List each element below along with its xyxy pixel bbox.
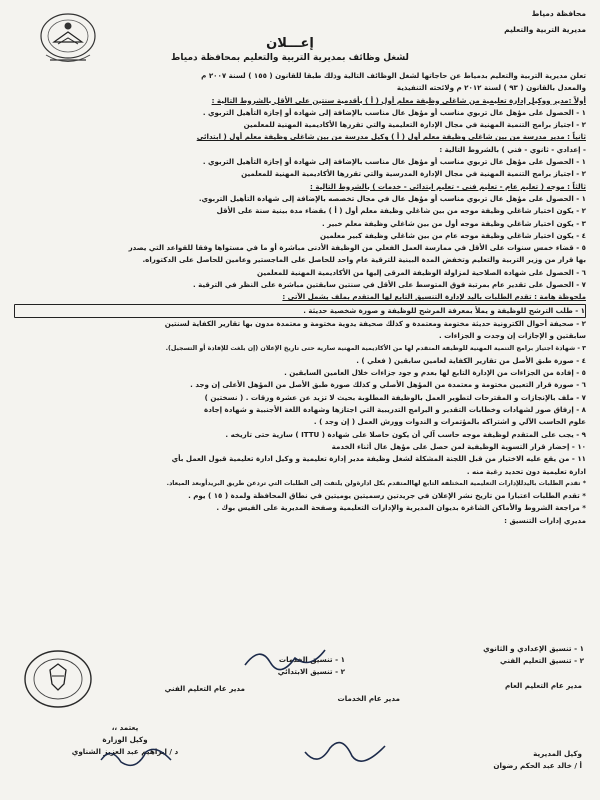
body-line: ادارة تعليمية دون تحديد رغبة منه . [466, 466, 586, 476]
signature-line: وكيل الوزارة [102, 735, 148, 744]
body-line: ١٠ - إحضار قرار التسوية الوظيفية لمن حصل على مؤهل عال أثناء الخدمة [331, 441, 586, 451]
body-line: ٣ - يكون اختيار شاغلي وظيفة موجه أول من بين شاغلي وظيفة معلم خبير . [322, 218, 586, 228]
body-line: ملحوظة هامة : تقدم الطلبات باليد لإدارة التنسيق التابع لها المتقدم بملف بشمل الآتي : [282, 292, 586, 302]
signature-line: مدير عام التعليم الفني [164, 684, 245, 693]
body-line: مديري إدارات التنسيق : [504, 515, 586, 525]
signature-technical-manager [130, 683, 245, 695]
body-line: ٥ - إفادة من الجزاءات من الإدارة التابع لها بعدم و جود جزاءات خلال العامين السابقين . [284, 368, 586, 378]
official-seal-stamp-icon [22, 648, 94, 714]
body-line: ٢ - يكون اختيار شاغلي وظيفة موجه من بين شاغلي وظيفة معلم أول ( أ ) بقضاء مدة بينية سنة على الأقل [216, 206, 586, 216]
body-line: ١ - الحصول على مؤهل عال تربوي مناسب أو مؤهل عال في مجال تخصصه بالإضافة إلى شهادة التأهيل التربوي. [198, 193, 586, 203]
directorate-label: مديرية التربية والتعليم [504, 25, 586, 34]
directorate-emblem-icon [34, 8, 102, 70]
body-line: ٢ - اجتياز برامج التنمية المهنية في مجال الإدارة التعليمية والتي تقررها الأكاديمية المهنية للمعلمين [243, 120, 586, 130]
signature-line: ٢ - تنسيق التعليم الفني [500, 656, 584, 665]
body-line: ٧ - ملف بالإنجازات و المقترحات لتطوير العمل بالوظيفة المطلوبة بحيث لا تزيد عن عشرة ورقات . ( نسختين ) [204, 392, 586, 402]
body-line: بها قرار من وزير التربية والتعليم وتخفض المدة البينية للترقية عام واحد للحاصل على الماجستير وعامين للحاصل على الدكتوراه. [142, 255, 586, 265]
body-line: ٥ - قضاء خمس سنوات على الأقل في ممارسة العمل الفعلي من الوظيفة الأدنى مباشرة أو ما في مستواها وفقا للقواعد التي يصدر [128, 243, 586, 253]
body-line: * تقدم الطلبات اعتبارا من تاريخ نشر الإعلان في جريدتين رسميتين يوميتين في نطاق المحافظة ولمدة ( ١٥ ) يوم . [188, 491, 586, 501]
governorate-label: محافظة دمياط [531, 9, 586, 18]
body-line: ٤ - يكون اختيار شاغلي وظيفة موجه عام من بين شاغلي وظيفة كبير معلمين [319, 230, 586, 240]
body-line: * مراجعة الشروط والأماكن الشاغرة بديوان المديرية والإدارات التعليمية وصفحة المديرية على الفيس بوك . [216, 503, 586, 513]
signature-line: وكيل المديرية [533, 749, 582, 758]
body-line: ٦ - الحصول على شهادة الصلاحية لمزاولة الوظيفة المرقى إليها من الأكاديمية المهنية للمعلمين [256, 267, 586, 277]
signature-block-coordination [459, 643, 584, 667]
announcement-title: إعـــلان [266, 36, 314, 51]
signature-line: ١ - تنسيق الإعدادي و الثانوي [483, 644, 584, 653]
signature-line: د / إبراهيم عبد العزيز الشناوي [71, 747, 179, 756]
body-line: ٣ - شهادة اجتياز برامج التنمية المهنية للوظيفة المتقدم لها من الأكاديمية المهنية سارية حتى تاريخ الإعلان (إن بلغت للإفادة أو التسجيل). [165, 344, 586, 352]
body-line: ٢ - اجتياز برامج التنمية المهنية في مجال الإدارة المدرسية والتي تقررها الأكاديمية المهنية للمعلمين [241, 169, 586, 179]
body-line: والمعدل بالقانون ( ٩٣ ) لسنة ٢٠١٢ م ولائحته التنفيذية [396, 83, 586, 93]
signature-line: يعتمد ،، [111, 723, 139, 732]
handwritten-signature-icon [96, 742, 176, 772]
signature-line: ١ - تنسيق الخدمات [278, 655, 345, 664]
body-line: سابقتين و الإجازات إن وجدت و الجزاءات . [439, 331, 586, 341]
signature-line: مدير عام التعليم العام [505, 681, 582, 690]
announcement-subtitle: لشغل وظائف بمديرية التربية والتعليم بمحافظة دمياط [171, 53, 409, 63]
body-line: ٩ - يجب على المتقدم لوظيفة موجه حاسب آلي أن يكون حاصلا على شهادة ( ITTU ) سارية حتى تاريخه . [225, 429, 586, 439]
body-line: - إعدادي - ثانوي - فني ) بالشروط التالية : [439, 144, 586, 154]
signature-services-manager [310, 693, 400, 705]
announcement-body [14, 70, 586, 642]
body-line: ٢ - صحيفة أحوال الكترونية حديثة مختومة ومعتمدة و كذلك صحيفة يدوية مختومة و معتمدة مدون بها تقارير الكفاية لسنتين [164, 318, 586, 328]
signature-line: مدير عام الخدمات [337, 694, 400, 703]
body-line: ١ - الحصول على مؤهل عال تربوي مناسب أو مؤهل عال مناسب بالإضافة إلى شهادة أو إجازة التأهيل التربوي . [202, 107, 586, 117]
body-line: ١١ - من يقع عليه الاختيار من قبل اللجنة المشكلة لشغل وظيفة مدير إدارة تعليمية و وكيل ادارة تعليمية قبول العمل بأي [171, 454, 586, 464]
body-line: ٦ - صورة قرار التعيين مختومة و معتمدة من المؤهل الأصلي و كذلك صورة طبق الأصل من المؤهل الأعلى إن وجد . [190, 380, 586, 390]
signature-general-education [472, 680, 582, 692]
signature-line: ٢ - تنسيق الابتدائي [277, 667, 345, 676]
handwritten-signature-icon [240, 640, 330, 680]
handwritten-signature-icon [300, 732, 390, 772]
body-line: ٨ - إرفاق صور لشهادات وخطابات التقدير و البرامج التدريبية التي اجتازها وشهادة اللغة الأجنبية و شهادة إجادة [204, 405, 586, 415]
body-line: تعلن مديرية التربية والتعليم بدمياط عن حاجاتها لشغل الوظائف التالية وذلك طبقا للقانون ( ١٥٥ ) لسنة ٢٠٠٧ م [201, 71, 586, 80]
body-line: ١ - الحصول على مؤهل عال تربوي مناسب أو مؤهل عال مناسب بالإضافة إلى شهادة أو إجازة التأهيل التربوي . [202, 157, 586, 167]
body-line: ثانياً : مدير مدرسة من بين شاغلي وظيفة معلم أول ( أ ) وكيل مدرسة من بين شاغلي وظيفة معلم أول ( ابتدائي [196, 132, 586, 142]
letterhead [466, 6, 586, 38]
body-line: أولاً :مدير ووكيل إدارة تعليمية من شاغلي وظيفة معلم أول ( أ ) بأقدمية سنتين على الأقل بالشروط التالية : [211, 95, 586, 105]
body-line: ١ - طلب الترشح للوظيفة و يملأ بمعرفة المرشح للوظيفة و صورة شخصية حديثة . [14, 304, 586, 318]
body-line: ثالثاً : موجه ( تعليم عام - تعليم فني - تعليم ابتدائي - خدمات ) بالشروط التالية : [310, 181, 586, 191]
signature-line: أ / خالد عبد الحكم رضوان [493, 761, 582, 770]
signature-deputy-directorate [422, 748, 582, 772]
body-line: * تقدم الطلبات باليدللإدارات التعليمية المختلفة التابع لهاالمتقدم بكل ادارةولن يلتفت إلى الطلبات التي تردعن طريق البريدأوبعد الميعاد. [166, 479, 586, 487]
body-line: ٧ - الحصول على تقدير عام بمرتبة فوق المتوسط على الأقل في سنتين سابقتين مباشرة على النظر في الترقية . [192, 280, 586, 290]
body-line: علوم الحاسب الآلي و اشتراكه بالمؤتمرات و الندوات وورش العمل ( إن وجد ) . [313, 417, 586, 427]
body-line: ٤ - صورة طبق الأصل من تقارير الكفاية لعامين سابقين ( فعلي ) . [356, 355, 586, 365]
